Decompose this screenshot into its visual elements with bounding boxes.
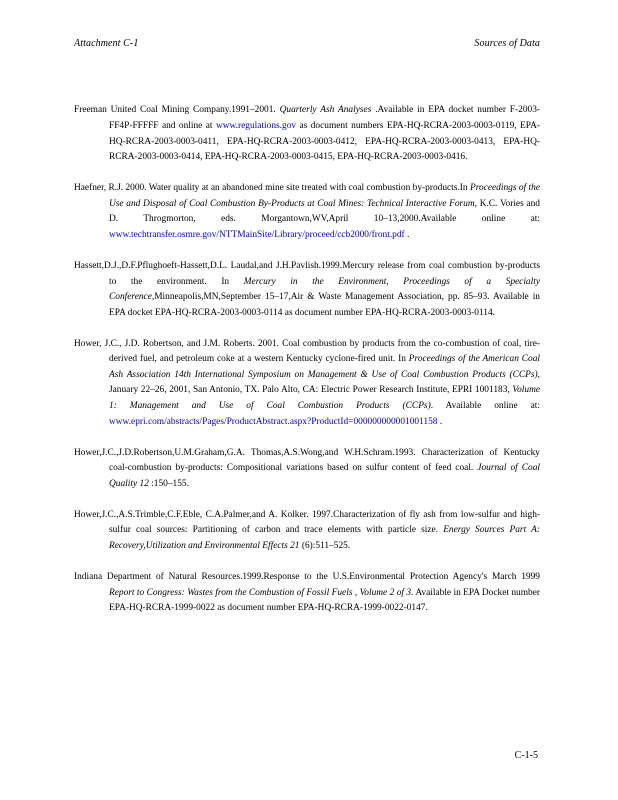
- ref-text: (6):511–525.: [301, 541, 351, 551]
- ref-text: .: [439, 416, 443, 427]
- ref-title: Proceedings of the American Coal Ash Association 14th International Symposium on Management & Use of Coal Combustion Products (CCPs): [109, 354, 540, 380]
- running-header-left: Attachment C-1: [74, 38, 139, 49]
- ref-text: . Available online at:: [430, 401, 540, 412]
- ref-text: Hower,J.C.,A.S.Trimble,C.F.Eble, C.A.Palmer,and A. Kolker. 1997.Characterization of fly ash from low-sulfur and high-sulfur coal sources: Partitioning of carbon and trace elements with particle size.: [74, 509, 540, 536]
- ref-text: , K.C. Vories and D. Throgmorton, eds. Morgantown,WV,April 10–13,2000.Available online at:: [109, 198, 540, 225]
- ref-text: as document numbers EPA-HQ-RCRA-2003-0003-0119, EPA-HQ-RCRA-2003-0003-0411, EPA-HQ-RCRA-2003-0003-0412, EPA-HQ-RCRA-2003-0003-0413, EPA-HQ-RCRA-2003-0003-0414, EPA-HQ-RCRA-2003-0003-0415, EPA-HQ-RCRA-2003-0003-0416.: [109, 120, 541, 163]
- ref-text: Indiana Department of Natural Resources.1999.Response to the U.S.Environmental Protection Agency's March 1999: [74, 571, 540, 582]
- ref-text: Hower,J.C.,J.D.Robertson,U.M.Graham,G.A. Thomas,A.S.Wong,and W.H.Schram.1993. Characterization of Kentucky coal-combustion by-products: Compositional variations based on sulfur content of feed coal.: [74, 447, 540, 474]
- ref-title: Quarterly Ash Analyses: [279, 105, 372, 116]
- reference-hassett: [74, 259, 540, 321]
- reference-haefner: [74, 181, 540, 243]
- ref-link[interactable]: www.regulations.gov: [215, 120, 297, 131]
- reference-hower-2001: [74, 337, 540, 431]
- ref-text: .Available in EPA docket number F-2003-FF4P-FFFFF and online at: [109, 105, 540, 131]
- ref-text: .: [407, 229, 410, 240]
- ref-text: Haefner, R.J. 2000. Water quality at an abandoned mine site treated with coal combustion by-products.In: [74, 183, 468, 194]
- ref-text: Freeman United Coal Mining Company.1991–2001.: [74, 105, 276, 116]
- ref-link[interactable]: www.epri.com/abstracts/Pages/ProductAbstract.aspx?ProductId=000000000001001158: [109, 416, 438, 427]
- ref-text: Available in EPA Docket number EPA-HQ-RCRA-1999-0022 as document number EPA-HQ-RCRA-1999-0022-0147.: [109, 587, 541, 614]
- reference-indiana-dnr: [74, 570, 540, 617]
- reference-list: [74, 94, 540, 632]
- ref-title: Report to Congress: Wastes from the Combustion of Fossil Fuels , Volume 2 of 3.: [109, 587, 414, 598]
- ref-title: Proceedings of the Use and Disposal of Coal Combustion By-Products at Coal Mines: Technical Interactive Forum: [109, 183, 540, 209]
- ref-title: Journal of Coal Quality 12: [109, 463, 540, 489]
- ref-title: Volume 1: Management and Use of Coal Combustion Products (CCPs): [109, 385, 541, 412]
- running-header-right: Sources of Data: [474, 38, 540, 49]
- ref-text: Hassett,D.J.,D.F.Pflughoeft-Hassett,D.L. Laudal,and J.H.Pavlish.1999.Mercury release from coal combustion by-products to the environment. In: [74, 260, 540, 287]
- ref-text: , January 22–26, 2001, San Antonio, TX. Palo Alto, CA: Electric Power Research Institute, EPRI 1001183,: [109, 369, 540, 396]
- ref-link[interactable]: www.techtransfer.osmre.gov/NTTMainSite/Library/proceed/ccb2000/front.pdf: [109, 229, 405, 240]
- reference-hower-1993: [74, 446, 540, 493]
- ref-title: Energy Sources Part A: Recovery,Utilization and Environmental Effects 21: [109, 525, 540, 551]
- ref-text: Hower, J.C., J.D. Robertson, and J.M. Roberts. 2001. Coal combustion by products from the co-combustion of coal, tire-derived fuel, and petroleum coke at a western Kentucky cyclone-fired unit. In: [74, 338, 540, 365]
- page-number: C-1-5: [514, 750, 538, 761]
- ref-title: Mercury in the Environment, Proceedings of a Specialty Conference: [109, 276, 540, 303]
- ref-text: ,Minneapolis,MN,September 15–17,Air & Waste Management Association, pp. 85–93. Available in EPA docket EPA-HQ-RCRA-2003-0003-0114 as document number EPA-HQ-RCRA-2003-0003-0114.: [109, 292, 540, 318]
- ref-text: :150–155.: [151, 478, 189, 489]
- reference-freeman: [74, 103, 540, 165]
- reference-hower-1997: [74, 508, 540, 555]
